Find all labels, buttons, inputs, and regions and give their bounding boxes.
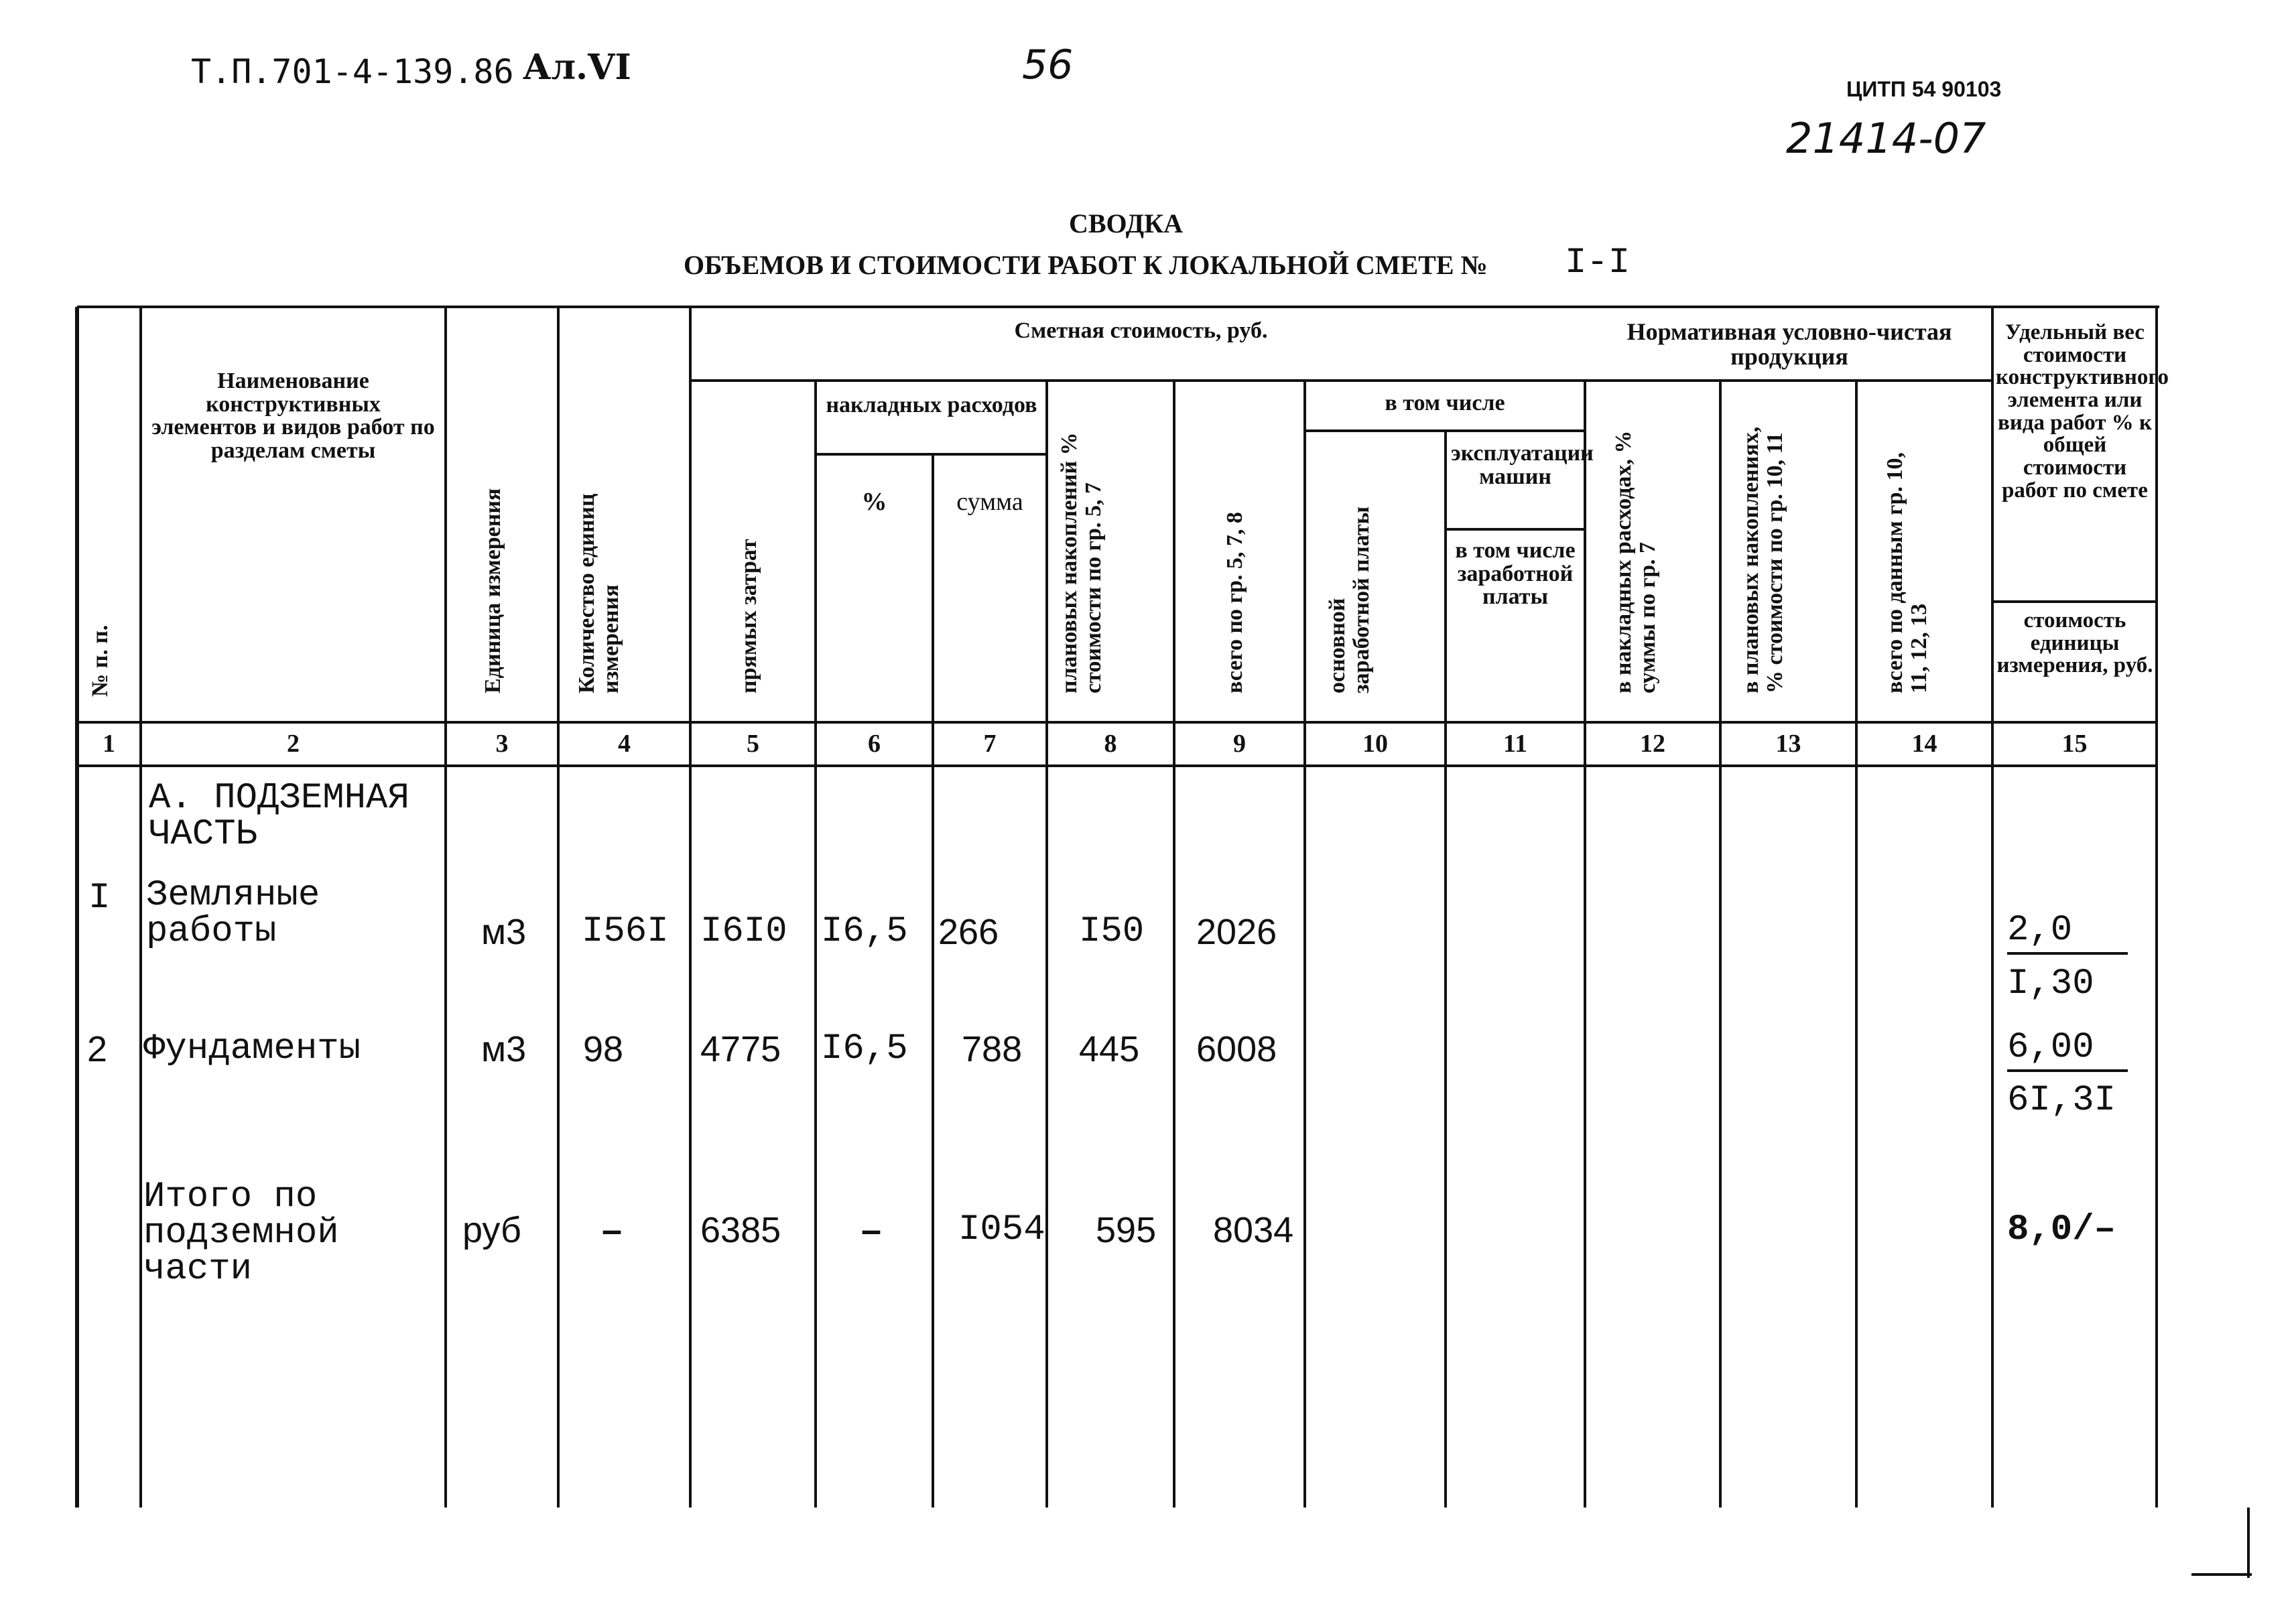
header-percent: % xyxy=(861,488,887,516)
album-number: Ал.VI xyxy=(523,47,631,88)
header-wage: основной заработной платы xyxy=(1325,506,1374,693)
row-unit-cost: I,30 xyxy=(2007,963,2094,1004)
row-total: 6008 xyxy=(1196,1029,1277,1069)
header-overhead-group: накладных расходов xyxy=(826,393,1037,417)
header-norm-overhead: в накладных расходах, % суммы по гр. 7 xyxy=(1611,430,1660,693)
header-including: в том числе xyxy=(1385,391,1505,415)
row-share: 8,0/– xyxy=(2007,1209,2116,1250)
header-quantity: Количество единиц измерения xyxy=(574,493,623,693)
row-name: Итого по подземной части xyxy=(143,1177,339,1290)
column-number: 3 xyxy=(495,730,509,758)
header-name: Наименование конструктивных элементов и видов работ по разделам сметы xyxy=(151,369,435,464)
header-savings: плановых накоплений % стоимости по гр. 5, 7 xyxy=(1057,432,1106,693)
row-direct: 6385 xyxy=(700,1210,781,1250)
column-number: 7 xyxy=(983,730,997,758)
row-unit: м3 xyxy=(481,912,527,952)
row-name: Фундаменты xyxy=(143,1028,361,1069)
row-quantity: 98 xyxy=(583,1029,624,1069)
header-machines: эксплуатации машин xyxy=(1451,441,1594,489)
header-unit-cost: стоимость единицы измерения, руб. xyxy=(1996,608,2153,678)
column-number: 10 xyxy=(1362,730,1388,758)
row-quantity: – xyxy=(602,1210,623,1250)
page-number: 56 xyxy=(1022,42,1074,88)
column-number: 2 xyxy=(287,730,300,758)
header-share: Удельный вес стоимости конструктивного элемента или вида работ % к общей стоимости работ по смете xyxy=(1996,320,2169,503)
row-sum: I054 xyxy=(958,1209,1045,1250)
row-savings: 595 xyxy=(1096,1210,1157,1250)
header-number: № п. п. xyxy=(88,624,113,697)
header-norm-savings: в плановых накоплениях, % стоимости по гр. 10, 11 xyxy=(1738,426,1787,693)
row-number: I xyxy=(88,878,111,919)
row-total: 8034 xyxy=(1213,1210,1294,1250)
column-number: 6 xyxy=(868,730,881,758)
row-total: 2026 xyxy=(1196,912,1277,952)
cipt-code: ЦИТП 54 90103 xyxy=(1846,77,2002,101)
document-title: СВОДКА xyxy=(1068,208,1184,239)
header-direct: прямых затрат xyxy=(737,539,761,693)
column-number: 15 xyxy=(2061,730,2088,758)
column-number: 5 xyxy=(747,730,759,758)
header-unit: Единица измерения xyxy=(481,488,505,693)
row-percent: I6,5 xyxy=(821,1028,908,1069)
column-number: 1 xyxy=(103,730,115,758)
row-percent: I6,5 xyxy=(821,911,908,952)
row-unit-cost: 6I,3I xyxy=(2007,1080,2116,1121)
row-sum: 788 xyxy=(962,1029,1023,1069)
column-number: 8 xyxy=(1104,730,1117,758)
row-quantity: I56I xyxy=(582,911,669,952)
column-number: 9 xyxy=(1233,730,1246,758)
row-sum: 266 xyxy=(938,912,999,952)
header-norm-group: Нормативная условно-чистая продукция xyxy=(1627,318,1952,370)
header-sum: сумма xyxy=(956,488,1023,516)
row-unit: м3 xyxy=(481,1029,527,1069)
inventory-number: 21414-07 xyxy=(1786,114,1986,163)
row-unit: руб xyxy=(462,1210,521,1250)
document-subtitle: ОБЪЕМОВ И СТОИМОСТИ РАБОТ К ЛОКАЛЬНОЙ СМЕТЕ № xyxy=(684,250,1488,280)
row-share: 6,00 xyxy=(2007,1027,2128,1072)
estimate-number: I-I xyxy=(1565,243,1631,283)
column-number: 14 xyxy=(1911,730,1937,758)
section-heading: А. ПОДЗЕМНАЯ ЧАСТЬ xyxy=(149,778,409,855)
column-number: 12 xyxy=(1640,730,1665,758)
project-code: Т.П.701-4-139.86 xyxy=(191,52,514,91)
header-cost-group: Сметная стоимость, руб. xyxy=(1014,318,1268,343)
row-name: Земляные работы xyxy=(146,875,320,952)
column-number: 11 xyxy=(1503,730,1527,758)
header-total: всего по гр. 5, 7, 8 xyxy=(1222,512,1247,693)
row-share: 2,0 xyxy=(2007,910,2128,955)
row-savings: 445 xyxy=(1079,1029,1140,1069)
row-percent: – xyxy=(861,1210,882,1250)
row-direct: I6I0 xyxy=(700,911,787,952)
row-savings: I50 xyxy=(1079,911,1145,952)
header-machines-wage: в том числе заработной платы xyxy=(1455,538,1576,610)
row-direct: 4775 xyxy=(700,1029,781,1069)
header-norm-total: всего по данным гр. 10, 11, 12, 13 xyxy=(1883,452,1931,693)
column-number: 4 xyxy=(618,730,631,758)
row-number: 2 xyxy=(87,1029,108,1069)
column-number: 13 xyxy=(1775,730,1801,758)
